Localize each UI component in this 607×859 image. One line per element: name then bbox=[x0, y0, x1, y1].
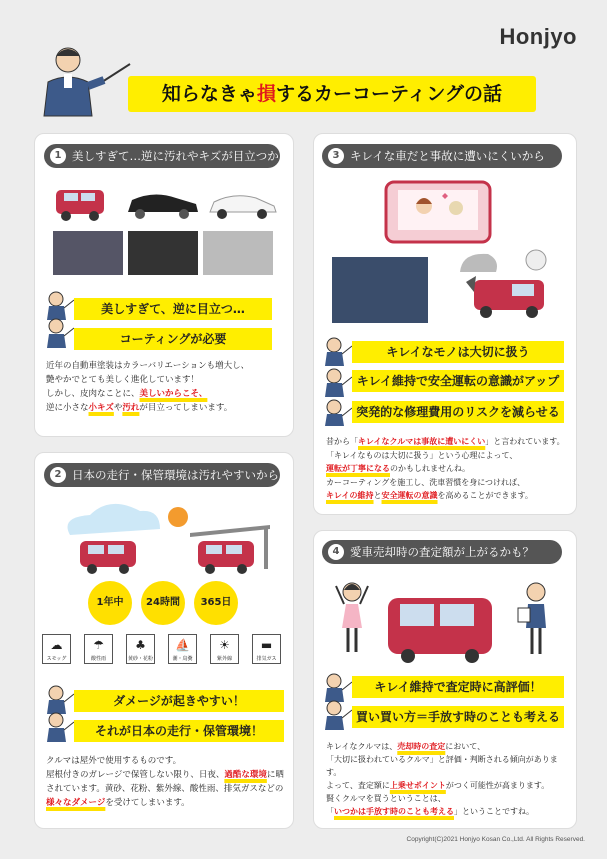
section-4-text: キレイなクルマは、売却時の査定において、 「大切に扱われているクルマ」と評価・判断される傾向があります。 よって、査定額に上乗せポイントがつく可能性が高まります。 賢くクルマを買うということは、 「いつかは手放す時のことも考える」ということですね。 bbox=[326, 742, 558, 816]
presenter-illustration bbox=[30, 38, 134, 118]
env-uv: ☀ 紫外線 bbox=[210, 634, 239, 664]
swirl-photo bbox=[203, 231, 273, 275]
section-3-bar-2: キレイ維持で安全運転の意識がアップ bbox=[352, 370, 564, 392]
section-3-bar-3: 突発的な修理費用のリスクを減らせる bbox=[352, 401, 564, 423]
page-title: 知らなきゃ損するカーコーティングの話 bbox=[161, 83, 503, 105]
circle-all-year: 1年中 bbox=[88, 581, 132, 625]
dirt-photo bbox=[128, 231, 198, 275]
section-4-bar-1: キレイ維持で査定時に高評価！ bbox=[352, 676, 564, 698]
driving-illustration bbox=[372, 176, 502, 246]
section-1-heading: 1 美しすぎて…逆に汚れやキズが目立つから bbox=[44, 144, 280, 168]
sun-icon: ☀ bbox=[219, 638, 230, 652]
circle-365d: 365日 bbox=[194, 581, 238, 625]
section-3-bar-1: キレイなモノは大切に扱う bbox=[352, 341, 564, 363]
scratch-photo bbox=[53, 231, 123, 275]
section-1-bar-2: コーティングが必要 bbox=[74, 328, 272, 350]
presenter-icon-3 bbox=[322, 336, 352, 426]
section-4-heading: 4 愛車売却時の査定額が上がるかも？ bbox=[322, 540, 562, 564]
appraisal-illustration bbox=[330, 572, 560, 664]
section-1-bar-1: 美しすぎて、逆に目立つ… bbox=[74, 298, 272, 320]
smog-icon: ☁ bbox=[50, 638, 63, 652]
rain-icon: ☂ bbox=[93, 638, 104, 652]
copyright: Copyright(C)2021 Honjyo Kosan Co.,Ltd. All Rights Reserved. bbox=[406, 836, 585, 843]
env-sea: ⛵ 潮・鳥糞 bbox=[168, 634, 197, 664]
boat-icon: ⛵ bbox=[175, 638, 190, 652]
accident-illustration bbox=[452, 246, 560, 322]
cars-illustration bbox=[50, 182, 280, 224]
section-1-text: 近年の自動車塗装はカラーバリエーションも増大し、 艶やかでとても美しく進化しています！ しかし、皮肉なことに、美しいからこそ、 逆に小さな小キズや汚れが目立ってしまいます。 bbox=[46, 361, 250, 413]
env-pollen: ♣ 黄砂・花粉 bbox=[126, 634, 155, 664]
circle-24h: 24時間 bbox=[141, 581, 185, 625]
section-2-bar-1: ダメージが起きやすい！ bbox=[74, 690, 284, 712]
presenter-icon-2 bbox=[44, 684, 74, 742]
presenter-icon bbox=[44, 290, 74, 348]
section-4-bar-2: 買い買い方＝手放す時のことも考える bbox=[352, 706, 564, 728]
section-2-heading: 2 日本の走行・保管環境は汚れやすいから bbox=[44, 463, 280, 487]
car-icon: ▬ bbox=[260, 638, 273, 652]
env-smog: ☁ スモッグ bbox=[42, 634, 71, 664]
company-logo: Honjyo bbox=[499, 24, 577, 49]
env-acid-rain: ☂ 酸性雨 bbox=[84, 634, 113, 664]
parking-illustration bbox=[50, 495, 280, 575]
section-3-text: 昔から「キレイなクルマは事故に遭いにくい」と言われています。 「キレイなものは大切に扱う」という心理によって、 運転が丁寧になるのかもしれませんね。 カーコーティングを施工し、洗車習慣を身につければ、 キレイの維持と安全運転の意識を高めることができます。 bbox=[326, 437, 565, 500]
car-wash-photo bbox=[332, 257, 428, 323]
env-exhaust: ▬ 排気ガス bbox=[252, 634, 281, 664]
presenter-icon-4 bbox=[322, 672, 352, 730]
section-3-heading: 3 キレイな車だと事故に遭いにくいから bbox=[322, 144, 562, 168]
section-2-bar-2: それが日本の走行・保管環境！ bbox=[74, 720, 284, 742]
tree-icon: ♣ bbox=[135, 638, 146, 652]
section-2-text: クルマは屋外で使用するものです。 屋根付きのガレージで保管しない限り、日夜、過酷な環境に晒 されています。黄砂、花粉、紫外線、酸性雨、排気ガスなどの 様々なダメージを受けてしまいます。 bbox=[46, 756, 284, 808]
